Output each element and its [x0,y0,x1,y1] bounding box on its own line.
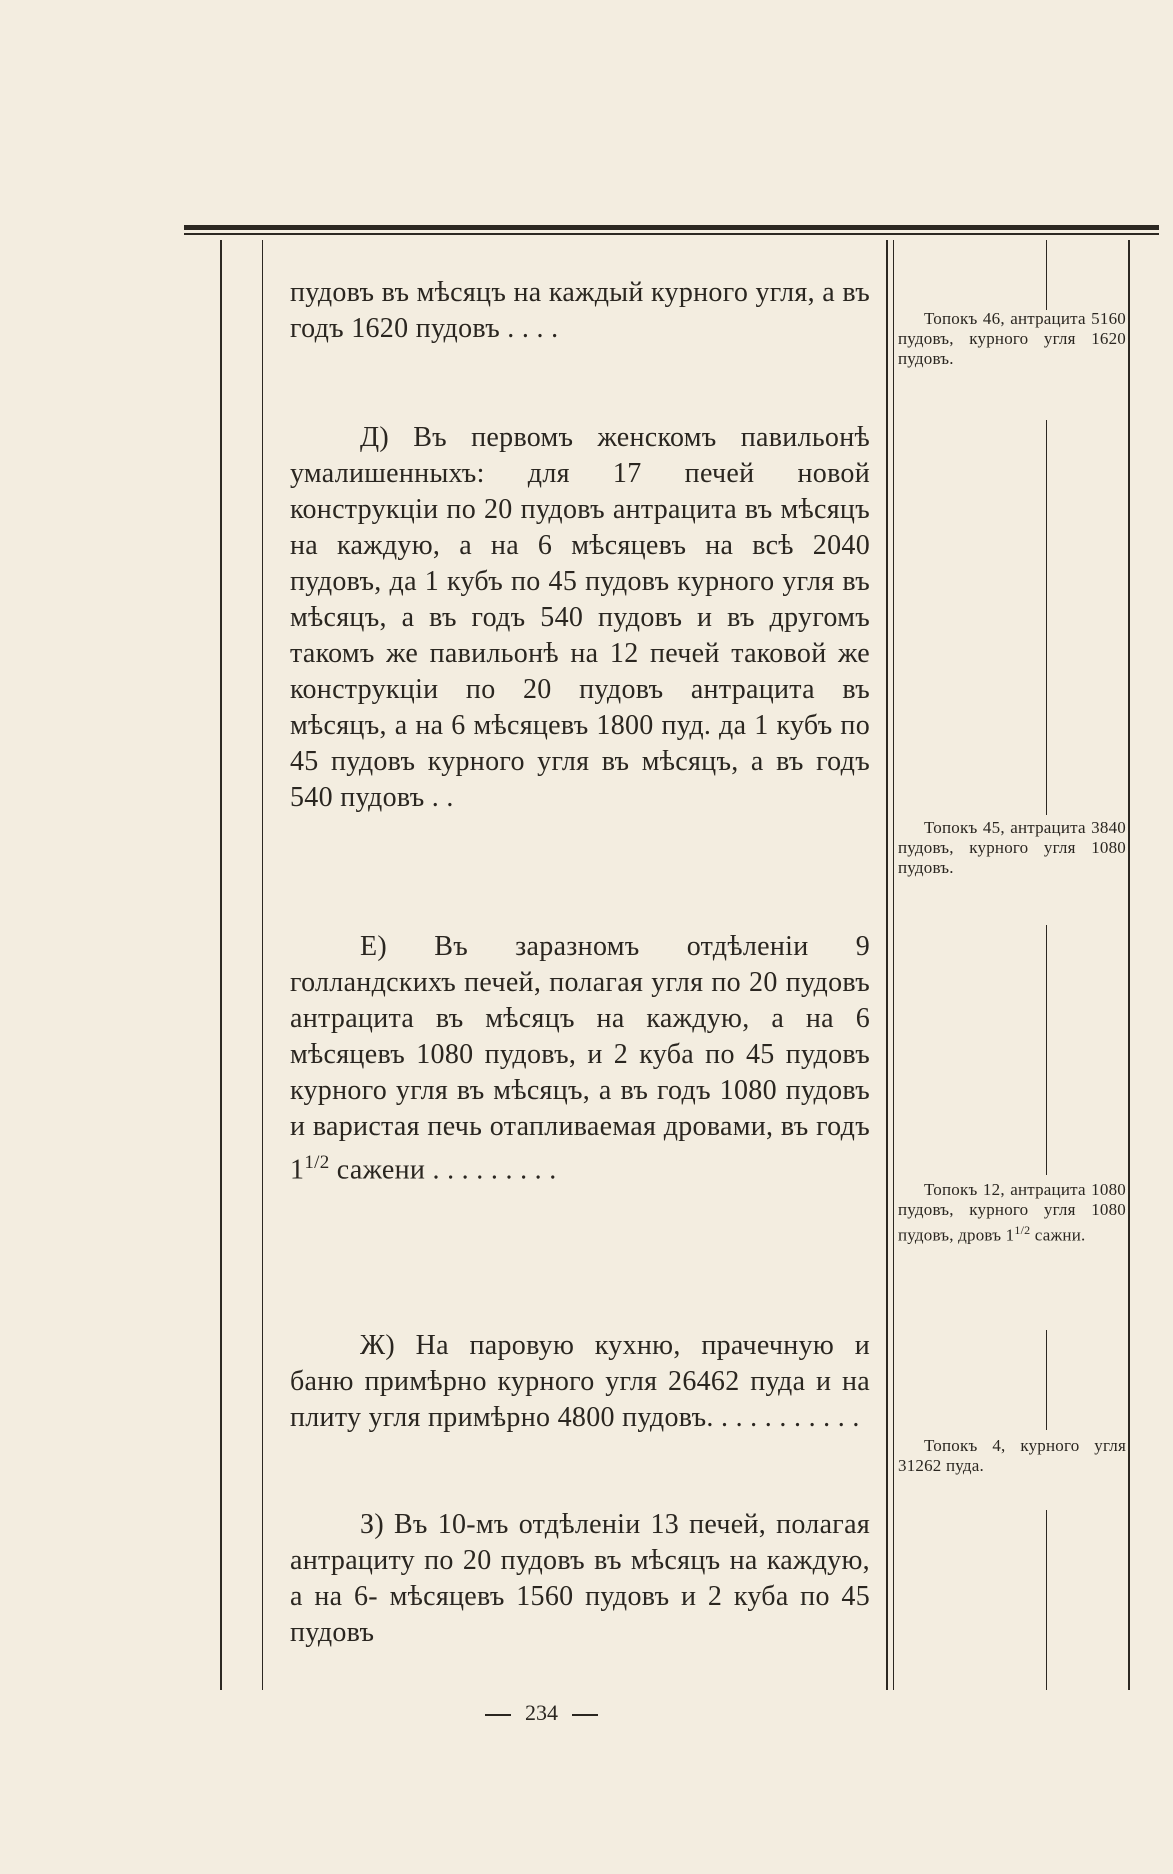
paragraph-zh [290,1328,870,1436]
paragraph-zh-text: Ж) На паровую кухню, прачечную и баню примѣрно курного угля 26462 пуда и на плиту угля примѣрно 4800 пудовъ. . . . . . . . . . . [290,1330,870,1433]
margin-note-3-text: Топокъ 12, антрацита 1080 пудовъ, курного угля 1080 пудовъ, дровъ 1 [898,1180,1126,1245]
margin-note-4-text: Топокъ 4, курного угля 31262 пуда. [898,1436,1126,1475]
column-line-right [1128,240,1130,1690]
paragraph-z-text: З) Въ 10-мъ отдѣленіи 13 печей, полагая антрациту по 20 пудовъ въ мѣсяцъ на каждую, а на 6- мѣсяцевъ 1560 пудовъ и 2 куба по 45 пудовъ [290,1509,870,1648]
margin-note-3-fraction: 1/2 [1014,1223,1031,1237]
paragraph-e-tail: сажени . . . . . . . . . [329,1154,557,1186]
margin-note-4 [898,1436,1126,1476]
paragraph-e [290,929,870,1188]
page-number: 234 [525,1700,558,1725]
paragraph-z [290,1507,870,1651]
column-line-notes-inner-3 [1046,925,1047,1175]
top-rule-secondary [184,233,1159,235]
margin-note-3-tail: сажни. [1030,1225,1086,1245]
margin-note-2 [898,818,1126,878]
column-line-notes-inner-5 [1046,1510,1047,1690]
paragraph-e-fraction: 1/2 [304,1152,330,1173]
page-footer [0,1700,1173,1726]
paragraph-1 [290,275,870,347]
top-rule [184,225,1159,230]
column-line-mid-right [893,240,894,1690]
margin-note-1 [898,309,1126,369]
paragraph-d-text: Д) Въ первомъ женскомъ павильонѣ умалишенныхъ: для 17 печей новой конструкціи по 20 пудовъ антрацита въ мѣсяцъ на каждую, а на 6 мѣсяцевъ на всѣ 2040 пудовъ, да 1 кубъ по 45 пудовъ курного угля въ мѣсяцъ, а въ годъ 540 пудовъ и въ другомъ такомъ же павильонѣ на 12 печей таковой же конструкціи по 20 пудовъ антрацита въ мѣсяцъ, а на 6 мѣсяцевъ 1800 пуд. да 1 кубъ по 45 пудовъ курного угля въ мѣсяцъ, а въ годъ 540 пудовъ . . [290,422,870,813]
margin-note-1-text: Топокъ 46, антрацита 5160 пудовъ, курного угля 1620 пудовъ. [898,309,1126,368]
column-line-left-inner [262,240,263,1690]
paragraph-e-text: Е) Въ заразномъ отдѣленіи 9 голландскихъ печей, полагая угля по 20 пудовъ антрацита въ мѣсяцъ на каждую, а на 6 мѣсяцевъ 1080 пудовъ, и 2 куба по 45 пудовъ курного угля въ мѣсяцъ, а въ годъ 1080 пудовъ и варистая печь отапливаемая дровами, въ годъ 1 [290,931,870,1186]
column-line-mid-left [886,240,888,1690]
paragraph-1-text: пудовъ въ мѣсяцъ на каждый курного угля, а въ годъ 1620 пудовъ . . . . [290,277,870,344]
column-line-left-outer [220,240,222,1690]
margin-note-3 [898,1180,1126,1246]
margin-note-2-text: Топокъ 45, антрацита 3840 пудовъ, курного угля 1080 пудовъ. [898,818,1126,877]
column-line-notes-inner [1046,240,1047,310]
column-line-notes-inner-2 [1046,420,1047,815]
paragraph-d [290,420,870,816]
column-line-notes-inner-4 [1046,1330,1047,1430]
